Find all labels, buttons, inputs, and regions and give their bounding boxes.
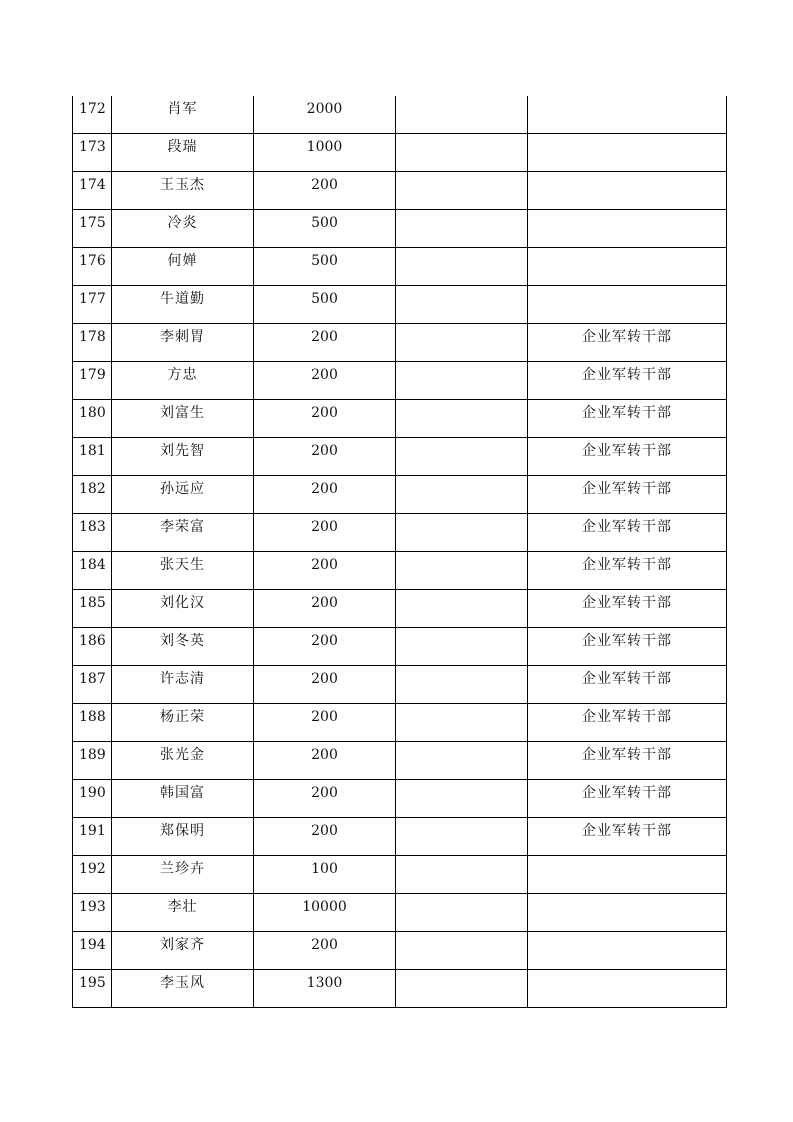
blank-cell [395,248,527,285]
remark-cell: 企业军转干部 [527,362,726,399]
name-cell: 方忠 [111,362,253,399]
name-cell: 刘化汉 [111,590,253,627]
remark-cell: 企业军转干部 [527,400,726,437]
remark-cell: 企业军转干部 [527,324,726,361]
name-cell: 牛道勤 [111,286,253,323]
row-number-cell: 172 [79,101,106,117]
table-row [73,285,726,323]
name-cell: 郑保明 [111,818,253,855]
remark-cell [527,286,726,323]
amount-cell: 200 [253,438,395,475]
amount-cell: 200 [253,362,395,399]
blank-cell [395,970,527,1007]
table-row [73,589,726,627]
name-cell: 李壮 [111,894,253,931]
amount-cell: 200 [253,324,395,361]
blank-cell [395,932,527,969]
name-cell: 兰珍卉 [111,856,253,893]
table-row [73,703,726,741]
table-row [73,893,726,931]
name-cell: 刘先智 [111,438,253,475]
row-number-cell: 179 [79,367,106,383]
table-row [73,323,726,361]
row-number-cell: 181 [79,443,106,459]
amount-cell: 200 [253,818,395,855]
name-cell: 孙远应 [111,476,253,513]
row-number-cell: 175 [79,215,106,231]
remark-cell [527,172,726,209]
donation-table [72,96,727,1008]
amount-cell: 1000 [253,134,395,171]
blank-cell [395,704,527,741]
blank-cell [395,96,527,133]
amount-cell: 200 [253,666,395,703]
name-cell: 李刺胃 [111,324,253,361]
blank-cell [395,514,527,551]
amount-cell: 200 [253,742,395,779]
row-number-cell: 195 [79,975,106,991]
table-row [73,665,726,703]
blank-cell [395,552,527,589]
remark-cell [527,248,726,285]
row-number-cell: 180 [79,405,106,421]
amount-cell: 1300 [253,970,395,1007]
table-row [73,247,726,285]
table-row [73,437,726,475]
row-number-cell: 187 [79,671,106,687]
table-row [73,969,726,1007]
blank-cell [395,666,527,703]
name-cell: 肖军 [111,96,253,133]
blank-cell [395,134,527,171]
name-cell: 韩国富 [111,780,253,817]
amount-cell: 200 [253,590,395,627]
amount-cell: 200 [253,780,395,817]
remark-cell [527,970,726,1007]
amount-cell: 200 [253,172,395,209]
amount-cell: 500 [253,286,395,323]
name-cell: 张天生 [111,552,253,589]
amount-cell: 2000 [253,96,395,133]
name-cell: 冷炎 [111,210,253,247]
remark-cell: 企业军转干部 [527,476,726,513]
row-number-cell: 194 [79,937,106,953]
remark-cell [527,96,726,133]
table-row [73,475,726,513]
row-number-cell: 193 [79,899,106,915]
amount-cell: 500 [253,210,395,247]
row-number-cell: 177 [79,291,106,307]
remark-cell: 企业军转干部 [527,590,726,627]
row-number-cell: 185 [79,595,106,611]
table-row [73,931,726,969]
amount-cell: 200 [253,514,395,551]
remark-cell: 企业军转干部 [527,818,726,855]
amount-cell: 200 [253,704,395,741]
table-row [73,741,726,779]
remark-cell: 企业军转干部 [527,704,726,741]
amount-cell: 200 [253,400,395,437]
remark-cell [527,210,726,247]
row-number-cell: 189 [79,747,106,763]
blank-cell [395,210,527,247]
table-row [73,817,726,855]
blank-cell [395,172,527,209]
name-cell: 何婵 [111,248,253,285]
row-number-cell: 184 [79,557,106,573]
name-cell: 杨正荣 [111,704,253,741]
table-row [73,209,726,247]
table-row [73,551,726,589]
row-number-cell: 176 [79,253,106,269]
name-cell: 刘家齐 [111,932,253,969]
row-number-cell: 183 [79,519,106,535]
row-number-cell: 190 [79,785,106,801]
blank-cell [395,742,527,779]
amount-cell: 500 [253,248,395,285]
amount-cell: 200 [253,552,395,589]
blank-cell [395,628,527,665]
remark-cell: 企业军转干部 [527,552,726,589]
amount-cell: 200 [253,476,395,513]
blank-cell [395,780,527,817]
table-row [73,855,726,893]
table-row [73,399,726,437]
remark-cell: 企业军转干部 [527,780,726,817]
amount-cell: 10000 [253,894,395,931]
blank-cell [395,590,527,627]
blank-cell [395,324,527,361]
row-number-cell: 182 [79,481,106,497]
blank-cell [395,818,527,855]
amount-cell: 100 [253,856,395,893]
table-row [73,361,726,399]
name-cell: 王玉杰 [111,172,253,209]
row-number-cell: 191 [79,823,106,839]
table-row [73,627,726,665]
amount-cell: 200 [253,628,395,665]
amount-cell: 200 [253,932,395,969]
table-row [73,171,726,209]
name-cell: 段瑞 [111,134,253,171]
row-number-cell: 188 [79,709,106,725]
row-number-cell: 173 [79,139,106,155]
name-cell: 刘冬英 [111,628,253,665]
table-row [73,96,726,133]
name-cell: 李荣富 [111,514,253,551]
name-cell: 李玉风 [111,970,253,1007]
blank-cell [395,400,527,437]
remark-cell [527,134,726,171]
remark-cell [527,856,726,893]
remark-cell: 企业军转干部 [527,514,726,551]
blank-cell [395,856,527,893]
remark-cell [527,932,726,969]
name-cell: 刘富生 [111,400,253,437]
remark-cell: 企业军转干部 [527,438,726,475]
remark-cell: 企业军转干部 [527,742,726,779]
remark-cell: 企业军转干部 [527,628,726,665]
row-number-cell: 192 [79,861,106,877]
table-row [73,779,726,817]
blank-cell [395,362,527,399]
remark-cell [527,894,726,931]
remark-cell: 企业军转干部 [527,666,726,703]
blank-cell [395,894,527,931]
name-cell: 张光金 [111,742,253,779]
blank-cell [395,476,527,513]
name-cell: 许志清 [111,666,253,703]
row-number-cell: 178 [79,329,106,345]
row-number-cell: 174 [79,177,106,193]
table-row [73,133,726,171]
row-number-cell: 186 [79,633,106,649]
blank-cell [395,438,527,475]
table-row [73,513,726,551]
blank-cell [395,286,527,323]
